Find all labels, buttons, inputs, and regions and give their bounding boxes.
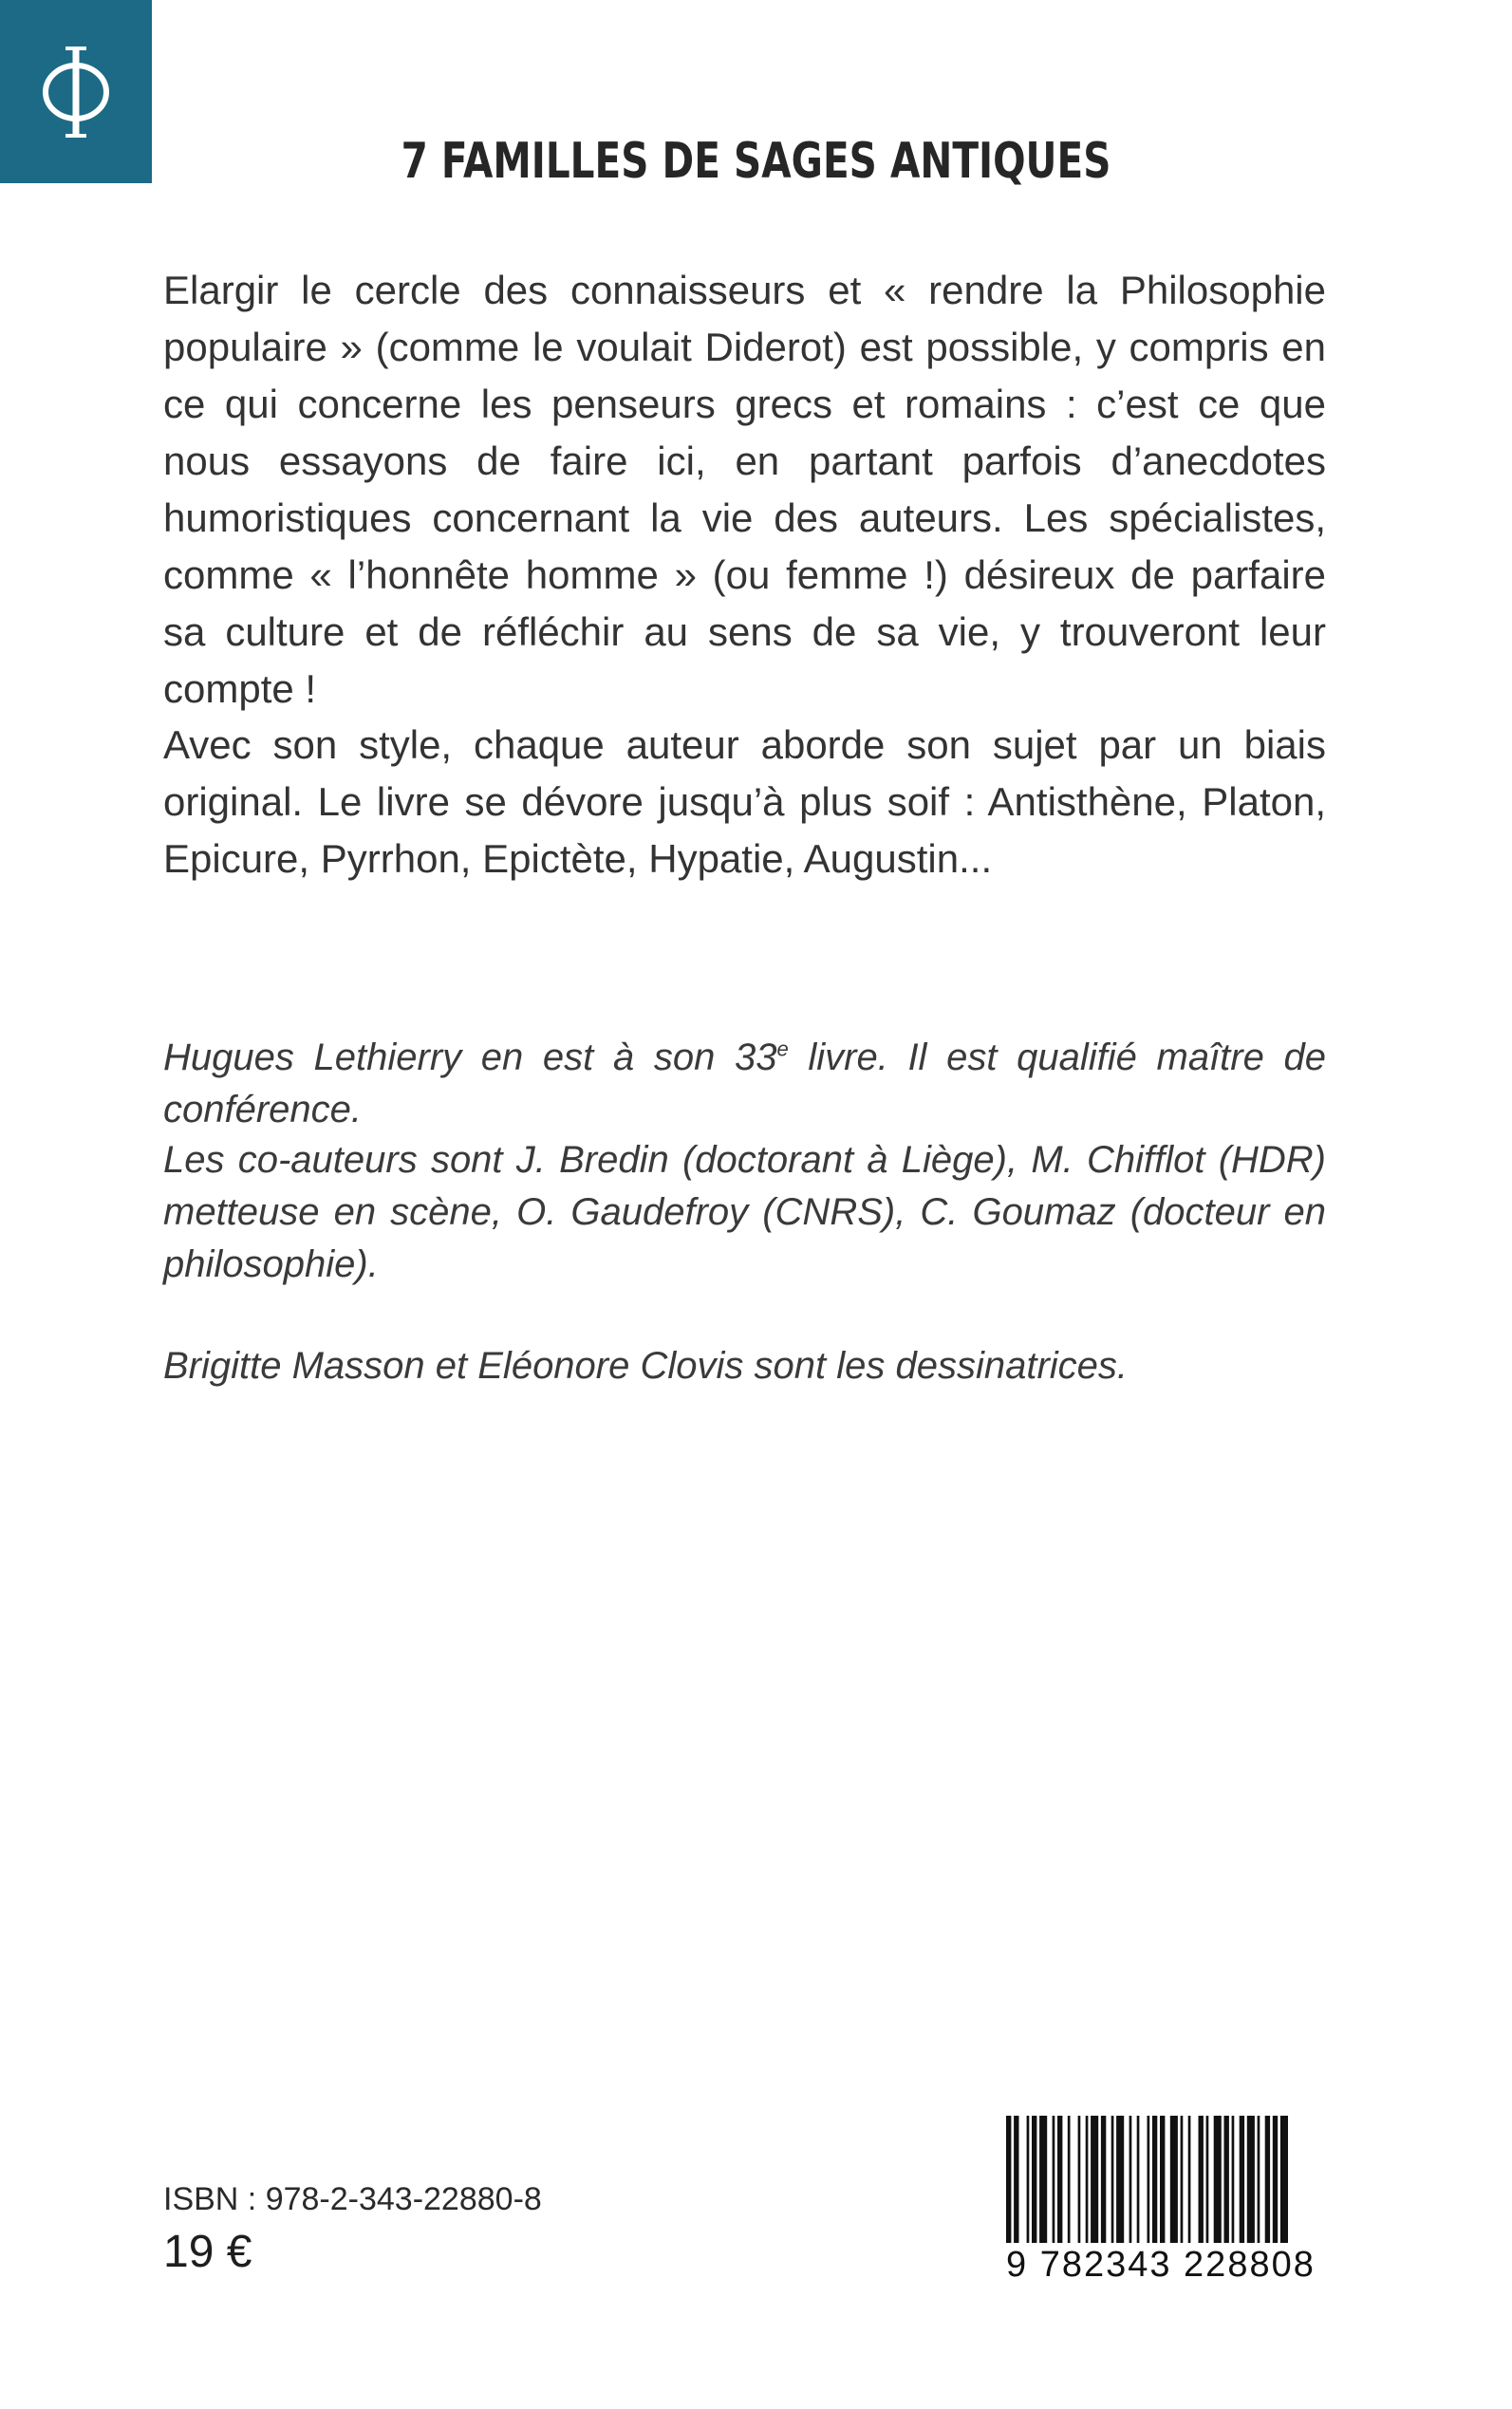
summary-paragraph-1: Elargir le cercle des connaisseurs et « rendre la Philosophie populaire » (comme le voulait Diderot) est possible, y compris en ce qui concerne les penseurs grecs et romains : c’est ce que nous essayons de faire ici, en partant parfois d’anecdotes humoristiques concernant la vie des auteurs. Les spécialistes, comme « l’honnête homme » (ou femme !) désireux de parfaire sa culture et de réfléchir au sens de sa vie, y trouveront leur compte ! (163, 268, 1326, 711)
phi-icon (33, 40, 119, 144)
barcode-number: 9 782343 228808 (1006, 2243, 1341, 2287)
illustrators-note: Brigitte Masson et Eléonore Clovis sont les dessinatrices. (163, 1345, 1129, 1387)
summary-paragraph-2: Avec son style, chaque auteur aborde son sujet par un biais original. Le livre se dévore jusqu’à plus soif : Antisthène, Platon, Epicure, Pyrrhon, Epictète, Hypatie, Augustin... (163, 722, 1326, 881)
ordinal-suffix: e (776, 1036, 789, 1061)
publisher-logo (0, 0, 152, 183)
author-note-text-end: livre. Il est qualifié maître de conférence. (163, 1036, 1326, 1130)
coauthors-note: Les co-auteurs sont J. Bredin (doctorant à Liège), M. Chifflot (HDR) metteuse en scène, O. Gaudefroy (CNRS), C. Goumaz (docteur en philosophie). (163, 1139, 1326, 1285)
author-note-text: Hugues Lethierry en est à son 33 (163, 1036, 777, 1078)
author-note (163, 1032, 1326, 1136)
isbn: ISBN : 978-2-343-22880-8 (163, 2181, 542, 2217)
price: 19 € (163, 2227, 252, 2277)
book-title: 7 FAMILLES DE SAGES ANTIQUES (401, 133, 1111, 190)
